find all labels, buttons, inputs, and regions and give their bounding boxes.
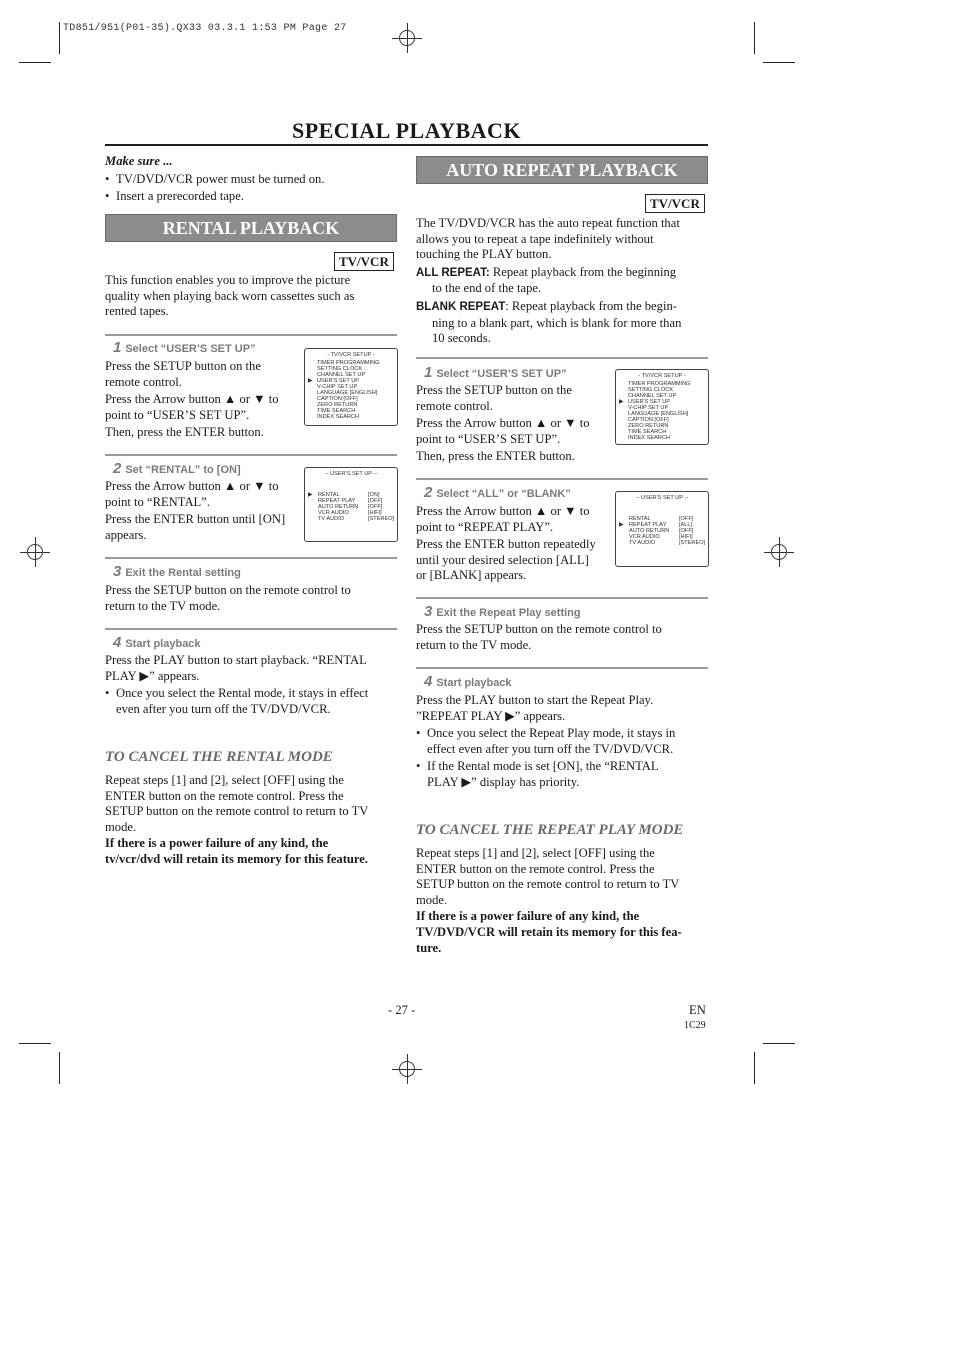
step-body: Press the SETUP button on the remote control to return to the TV mode. [105, 583, 351, 613]
auto-intro: The TV/DVD/VCR has the auto repeat function that allows you to repeat a tape indefinitely without touching the PLAY button. ALL REPEAT: Repeat playback from the beginning to the end of the tape. BLANK REPEAT: Repeat playback from the begin- ning to a blank part, which is blank for more than 10 seconds. [416, 216, 682, 346]
registration-mark [20, 537, 50, 567]
step-title: 2 Set “RENTAL” to [ON] [113, 460, 241, 477]
make-sure-label: Make sure ... [105, 154, 173, 168]
page-number: - 27 - [388, 1003, 416, 1017]
auto-repeat-heading: AUTO REPEAT PLAYBACK [416, 156, 708, 184]
step-title: 1 Select “USER’S SET UP” [113, 339, 256, 356]
step-rule [105, 557, 397, 559]
crop-mark [763, 1043, 795, 1044]
step-rule [105, 628, 397, 630]
step-title: 1 Select “USER’S SET UP” [424, 364, 567, 381]
text-line: This function enables you to improve the picture [105, 273, 351, 287]
step-rule [416, 357, 708, 359]
cancel-repeat-heading: TO CANCEL THE REPEAT PLAY MODE [416, 822, 684, 838]
note-bullet: • Once you select the Repeat Play mode, it stays in effect even after you turn off the TV/DVD/VCR. [416, 726, 708, 757]
make-sure-item: • Insert a prerecorded tape. [105, 189, 395, 205]
crop-mark [59, 22, 60, 54]
step-body: Press the SETUP button on the remote control. Press the Arrow button ▲ or ▼ to point to “USER’S SET UP”. Then, press the ENTER button. [105, 359, 279, 440]
menu-list: TIMER PROGRAMMING SETTING CLOCK CHANNEL SET UP USER'S SET UP V-CHIP SET UP LANGUAGE [ENGLISH] CAPTION [OFF] ZERO RETURN TIME SEARCH INDEX SEARCH [628, 381, 691, 441]
language-code: EN [689, 1003, 706, 1017]
users-setup-screen: -- USER'S SET UP -- ▶ RENTAL REPEAT PLAY AUTO RETURN VCR AUDIO TV AUDIO [ON] [OFF] [OFF] [HIFI] [STEREO] [304, 467, 398, 542]
users-setup-screen: -- USER'S SET UP -- ▶ RENTAL REPEAT PLAY AUTO RETURN VCR AUDIO TV AUDIO [OFF] [ALL] [OFF] [HIFI] [STEREO] [615, 491, 709, 567]
tv-vcr-badge: TV/VCR [645, 194, 705, 213]
rental-heading: RENTAL PLAYBACK [105, 214, 397, 242]
step-body: Press the Arrow button ▲ or ▼ to point to “RENTAL”. Press the ENTER button until [ON] appears. [105, 479, 286, 542]
cursor-icon: ▶ [308, 378, 313, 384]
note-bullet: • Once you select the Rental mode, it stays in effect even after you turn off the TV/DVD/VCR. [105, 686, 397, 717]
note-bullet: • If the Rental mode is set [ON], the “RENTAL PLAY ▶” display has priority. [416, 759, 708, 790]
step-title: 3 Exit the Rental setting [113, 563, 241, 580]
crop-mark [754, 1052, 755, 1084]
step-rule [105, 454, 397, 456]
make-sure-item: • TV/DVD/VCR power must be turned on. [105, 172, 395, 188]
registration-mark [392, 23, 422, 53]
step-body: Press the PLAY button to start the Repeat Play. ”REPEAT PLAY ▶” appears. • Once you select the Repeat Play mode, it stays in effect even after you turn off the TV/DVD/VCR. • If the Rental mode is set [ON], the “RENTAL PLAY ▶” display has priority. [416, 693, 708, 791]
step-title: 4 Start playback [113, 634, 201, 651]
crop-mark [19, 62, 51, 63]
title-rule [105, 144, 708, 146]
make-sure-block [105, 154, 395, 205]
cancel-rental-heading: TO CANCEL THE RENTAL MODE [105, 749, 333, 765]
print-header: TD851/951(P01-35).QX33 03.3.1 1:53 PM Page 27 [63, 23, 347, 34]
registration-mark [392, 1054, 422, 1084]
step-title: 2 Select “ALL” or “BLANK” [424, 484, 571, 501]
crop-mark [19, 1043, 51, 1044]
step-rule [105, 334, 397, 336]
step-rule [416, 667, 708, 669]
step-body: Press the SETUP button on the remote control to return to the TV mode. [416, 622, 662, 652]
crop-mark [754, 22, 755, 54]
step-rule [416, 597, 708, 599]
setup-menu-screen: - TV/VCR SETUP - ▶ TIMER PROGRAMMING SETTING CLOCK CHANNEL SET UP USER'S SET UP V-CHIP SET UP LANGUAGE [ENGLISH] CAPTION [OFF] ZERO RETURN TIME SEARCH INDEX SEARCH [615, 369, 709, 445]
step-title: 3 Exit the Repeat Play setting [424, 603, 581, 620]
step-rule [416, 478, 708, 480]
crop-mark [59, 1052, 60, 1084]
step-body: Press the PLAY button to start playback. “RENTAL PLAY ▶” appears. • Once you select the Rental mode, it stays in effect even after you turn off the TV/DVD/VCR. [105, 653, 397, 717]
cursor-icon: ▶ [619, 399, 624, 405]
menu-list: TIMER PROGRAMMING SETTING CLOCK CHANNEL SET UP USER'S SET UP V-CHIP SET UP LANGUAGE [ENGLISH] CAPTION [OFF] ZERO RETURN TIME SEARCH INDEX SEARCH [317, 360, 380, 420]
rental-intro [105, 273, 395, 320]
cancel-repeat-body: Repeat steps [1] and [2], select [OFF] using the ENTER button on the remote control. Press the SETUP button on the remote control to return to TV mode. If there is a power failure of any kind, the TV/DVD/VCR will retain its memory for this fea- ture. [416, 846, 682, 955]
cursor-icon: ▶ [308, 492, 313, 498]
setup-menu-screen: - TV/VCR SETUP - ▶ TIMER PROGRAMMING SETTING CLOCK CHANNEL SET UP USER'S SET UP V-CHIP SET UP LANGUAGE [ENGLISH] CAPTION [OFF] ZERO RETURN TIME SEARCH INDEX SEARCH [304, 348, 398, 426]
crop-mark [763, 62, 795, 63]
text-line: quality when playing back worn cassettes such as [105, 288, 355, 303]
step-body: Press the SETUP button on the remote control. Press the Arrow button ▲ or ▼ to point to “USER’S SET UP”. Then, press the ENTER button. [416, 383, 590, 464]
step-title: 4 Start playback [424, 673, 512, 690]
registration-mark [764, 537, 794, 567]
page-title: SPECIAL PLAYBACK [291, 118, 522, 143]
step-body: Press the Arrow button ▲ or ▼ to point to “REPEAT PLAY”. Press the ENTER button repeatedly until your desired selection [ALL] or [BLANK] appears. [416, 504, 596, 583]
model-code: 1C29 [684, 1020, 706, 1031]
text-line: rented tapes. [105, 304, 169, 319]
tv-vcr-badge: TV/VCR [334, 252, 394, 271]
cancel-rental-body: Repeat steps [1] and [2], select [OFF] using the ENTER button on the remote control. Press the SETUP button on the remote control to return to TV mode. If there is a power failure of any kind, the tv/vcr/dvd will retain its memory for this feature. [105, 773, 369, 866]
cursor-icon: ▶ [619, 522, 624, 528]
